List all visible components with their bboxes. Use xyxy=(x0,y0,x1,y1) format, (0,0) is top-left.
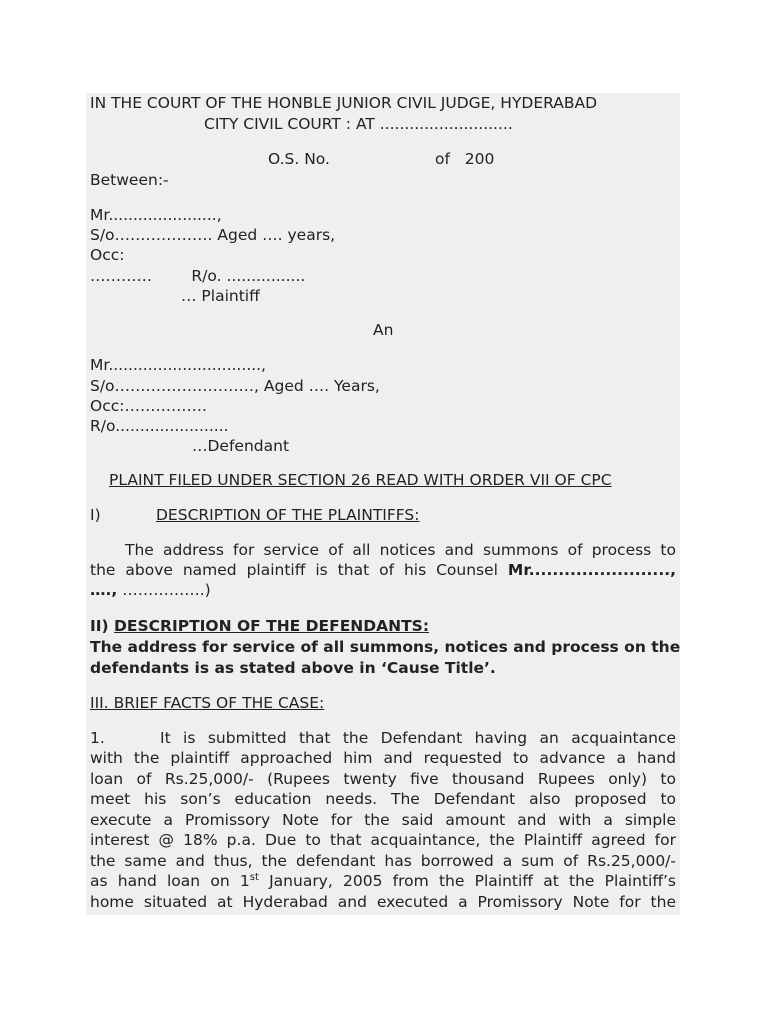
facts-line-4: meet his son’s education needs. The Defendant also proposed to xyxy=(90,790,676,808)
facts-line-3: loan of Rs.25,000/- (Rupees twenty five thousand Rupees only) to xyxy=(90,770,676,788)
defendant-name: Mr..............................., xyxy=(90,356,266,374)
section1-number: I) xyxy=(90,506,101,524)
suit-year-label: of 200 xyxy=(435,150,495,168)
section2-heading: DESCRIPTION OF THE DEFENDANTS: xyxy=(114,617,430,635)
defendant-role: …Defendant xyxy=(192,437,290,455)
facts-line-5: execute a Promissory Note for the said amount and with a simple xyxy=(90,811,676,829)
plaint-title: PLAINT FILED UNDER SECTION 26 READ WITH ORDER VII OF CPC xyxy=(109,471,612,489)
facts-line-7: the same and thus, the defendant has borrowed a sum of Rs.25,000/- xyxy=(90,852,676,870)
section1-heading: DESCRIPTION OF THE PLAINTIFFS: xyxy=(156,506,420,524)
suit-number-label: O.S. No. xyxy=(268,150,330,168)
facts-line-8: as hand loan on 1st January, 2005 from the Plaintiff at the Plaintiff’s xyxy=(90,872,677,890)
plaintiff-role: … Plaintiff xyxy=(181,287,260,305)
facts-line-2: with the plaintiff approached him and requested to advance a hand xyxy=(90,749,676,767)
plaintiff-residence: ………… R/o. ................ xyxy=(90,267,306,285)
facts-line-1: It is submitted that the Defendant having an acquaintance xyxy=(160,729,676,747)
defendant-residence: R/o....................... xyxy=(90,417,229,435)
document-page xyxy=(86,93,680,915)
facts-line-9: home situated at Hyderabad and executed a Promissory Note for the xyxy=(90,893,676,911)
section1-text-line3: …., …………….) xyxy=(90,581,211,599)
defendant-occupation: Occ:……………. xyxy=(90,397,207,415)
section2-number: II) xyxy=(90,617,115,635)
plaintiff-occupation: Occ: xyxy=(90,246,125,264)
facts-line-6: interest @ 18% p.a. Due to that acquaintance, the Plaintiff agreed for xyxy=(90,831,676,849)
and-separator: An xyxy=(373,321,394,339)
plaintiff-son-of: S/o………………. Aged …. years, xyxy=(90,226,336,244)
section1-text-line2: the above named plaintiff is that of his Counsel Mr........................, xyxy=(90,561,676,579)
section3-heading: III. BRIEF FACTS OF THE CASE: xyxy=(90,694,325,712)
between-label: Between:- xyxy=(90,171,169,189)
defendant-son-of: S/o………………………, Aged …. Years, xyxy=(90,377,380,395)
plaintiff-name: Mr......................, xyxy=(90,206,222,224)
para-number: 1. xyxy=(90,729,105,747)
section2-text-line2: defendants is as stated above in ‘Cause Title’. xyxy=(90,659,496,677)
court-heading: IN THE COURT OF THE HONBLE JUNIOR CIVIL JUDGE, HYDERABAD xyxy=(90,94,598,112)
city-court-line: CITY CIVIL COURT : AT ........................... xyxy=(204,115,513,133)
section2-heading-row xyxy=(90,616,429,636)
section1-text-line1: The address for service of all notices and summons of process to xyxy=(125,541,676,559)
section2-text-line1: The address for service of all summons, notices and process on the xyxy=(90,638,680,656)
